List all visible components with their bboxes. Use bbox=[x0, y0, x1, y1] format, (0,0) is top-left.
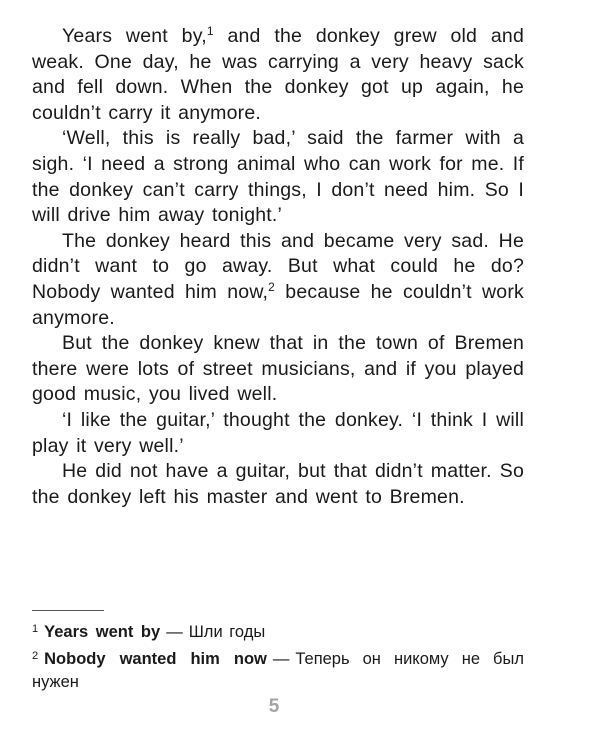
paragraph-1-text-a: Years went by, bbox=[62, 25, 207, 47]
footnote-term: Years went by bbox=[44, 623, 161, 641]
footnote-2 bbox=[32, 645, 524, 695]
paragraph-6: He did not have a guitar, but that didn’t matter. So the donkey left his master and went to Bremen. bbox=[32, 460, 524, 508]
footnote-divider bbox=[32, 610, 104, 611]
footnote-translation: Шли годы bbox=[188, 623, 266, 641]
footnote-dash: — bbox=[272, 649, 290, 668]
story-text bbox=[32, 24, 524, 510]
paragraph-1-text-b: and the donkey grew old and weak. One day, he was carrying a very heavy sack and fell down. When the donkey got up again, he couldn’t carry it anymore. bbox=[32, 25, 524, 124]
footnote-translation: Теперь он никому не был нужен bbox=[32, 649, 524, 691]
footnote-term: Nobody wanted him now bbox=[44, 649, 267, 668]
paragraph-3-text-a: The donkey heard this and became very sad. He didn’t want to go away. But what could he do? Nobody wanted him now, bbox=[32, 229, 524, 303]
footnote-number: 2 bbox=[32, 649, 39, 662]
paragraph-4: But the donkey knew that in the town of Bremen there were lots of street musicians, and if you played good music, you lived well. bbox=[32, 332, 524, 406]
footnotes bbox=[32, 618, 524, 695]
footnote-1 bbox=[32, 618, 524, 645]
footnote-ref-2: 2 bbox=[268, 279, 276, 294]
paragraph-3 bbox=[32, 229, 524, 331]
footnote-dash: — bbox=[166, 623, 183, 641]
paragraph-1 bbox=[32, 24, 524, 126]
paragraph-3-text-b: because he couldn’t work anymore. bbox=[32, 280, 524, 329]
page-number: 5 bbox=[268, 696, 280, 717]
paragraph-2: ‘Well, this is really bad,’ said the farmer with a sigh. ‘I need a strong animal who can work for me. If the donkey can’t carry things, I don’t need him. So I will drive him away tonight.’ bbox=[32, 127, 524, 227]
footnote-number: 1 bbox=[32, 623, 39, 635]
footnote-ref-1: 1 bbox=[206, 24, 214, 38]
paragraph-5: ‘I like the guitar,’ thought the donkey. ‘I think I will play it very well.’ bbox=[32, 408, 524, 457]
